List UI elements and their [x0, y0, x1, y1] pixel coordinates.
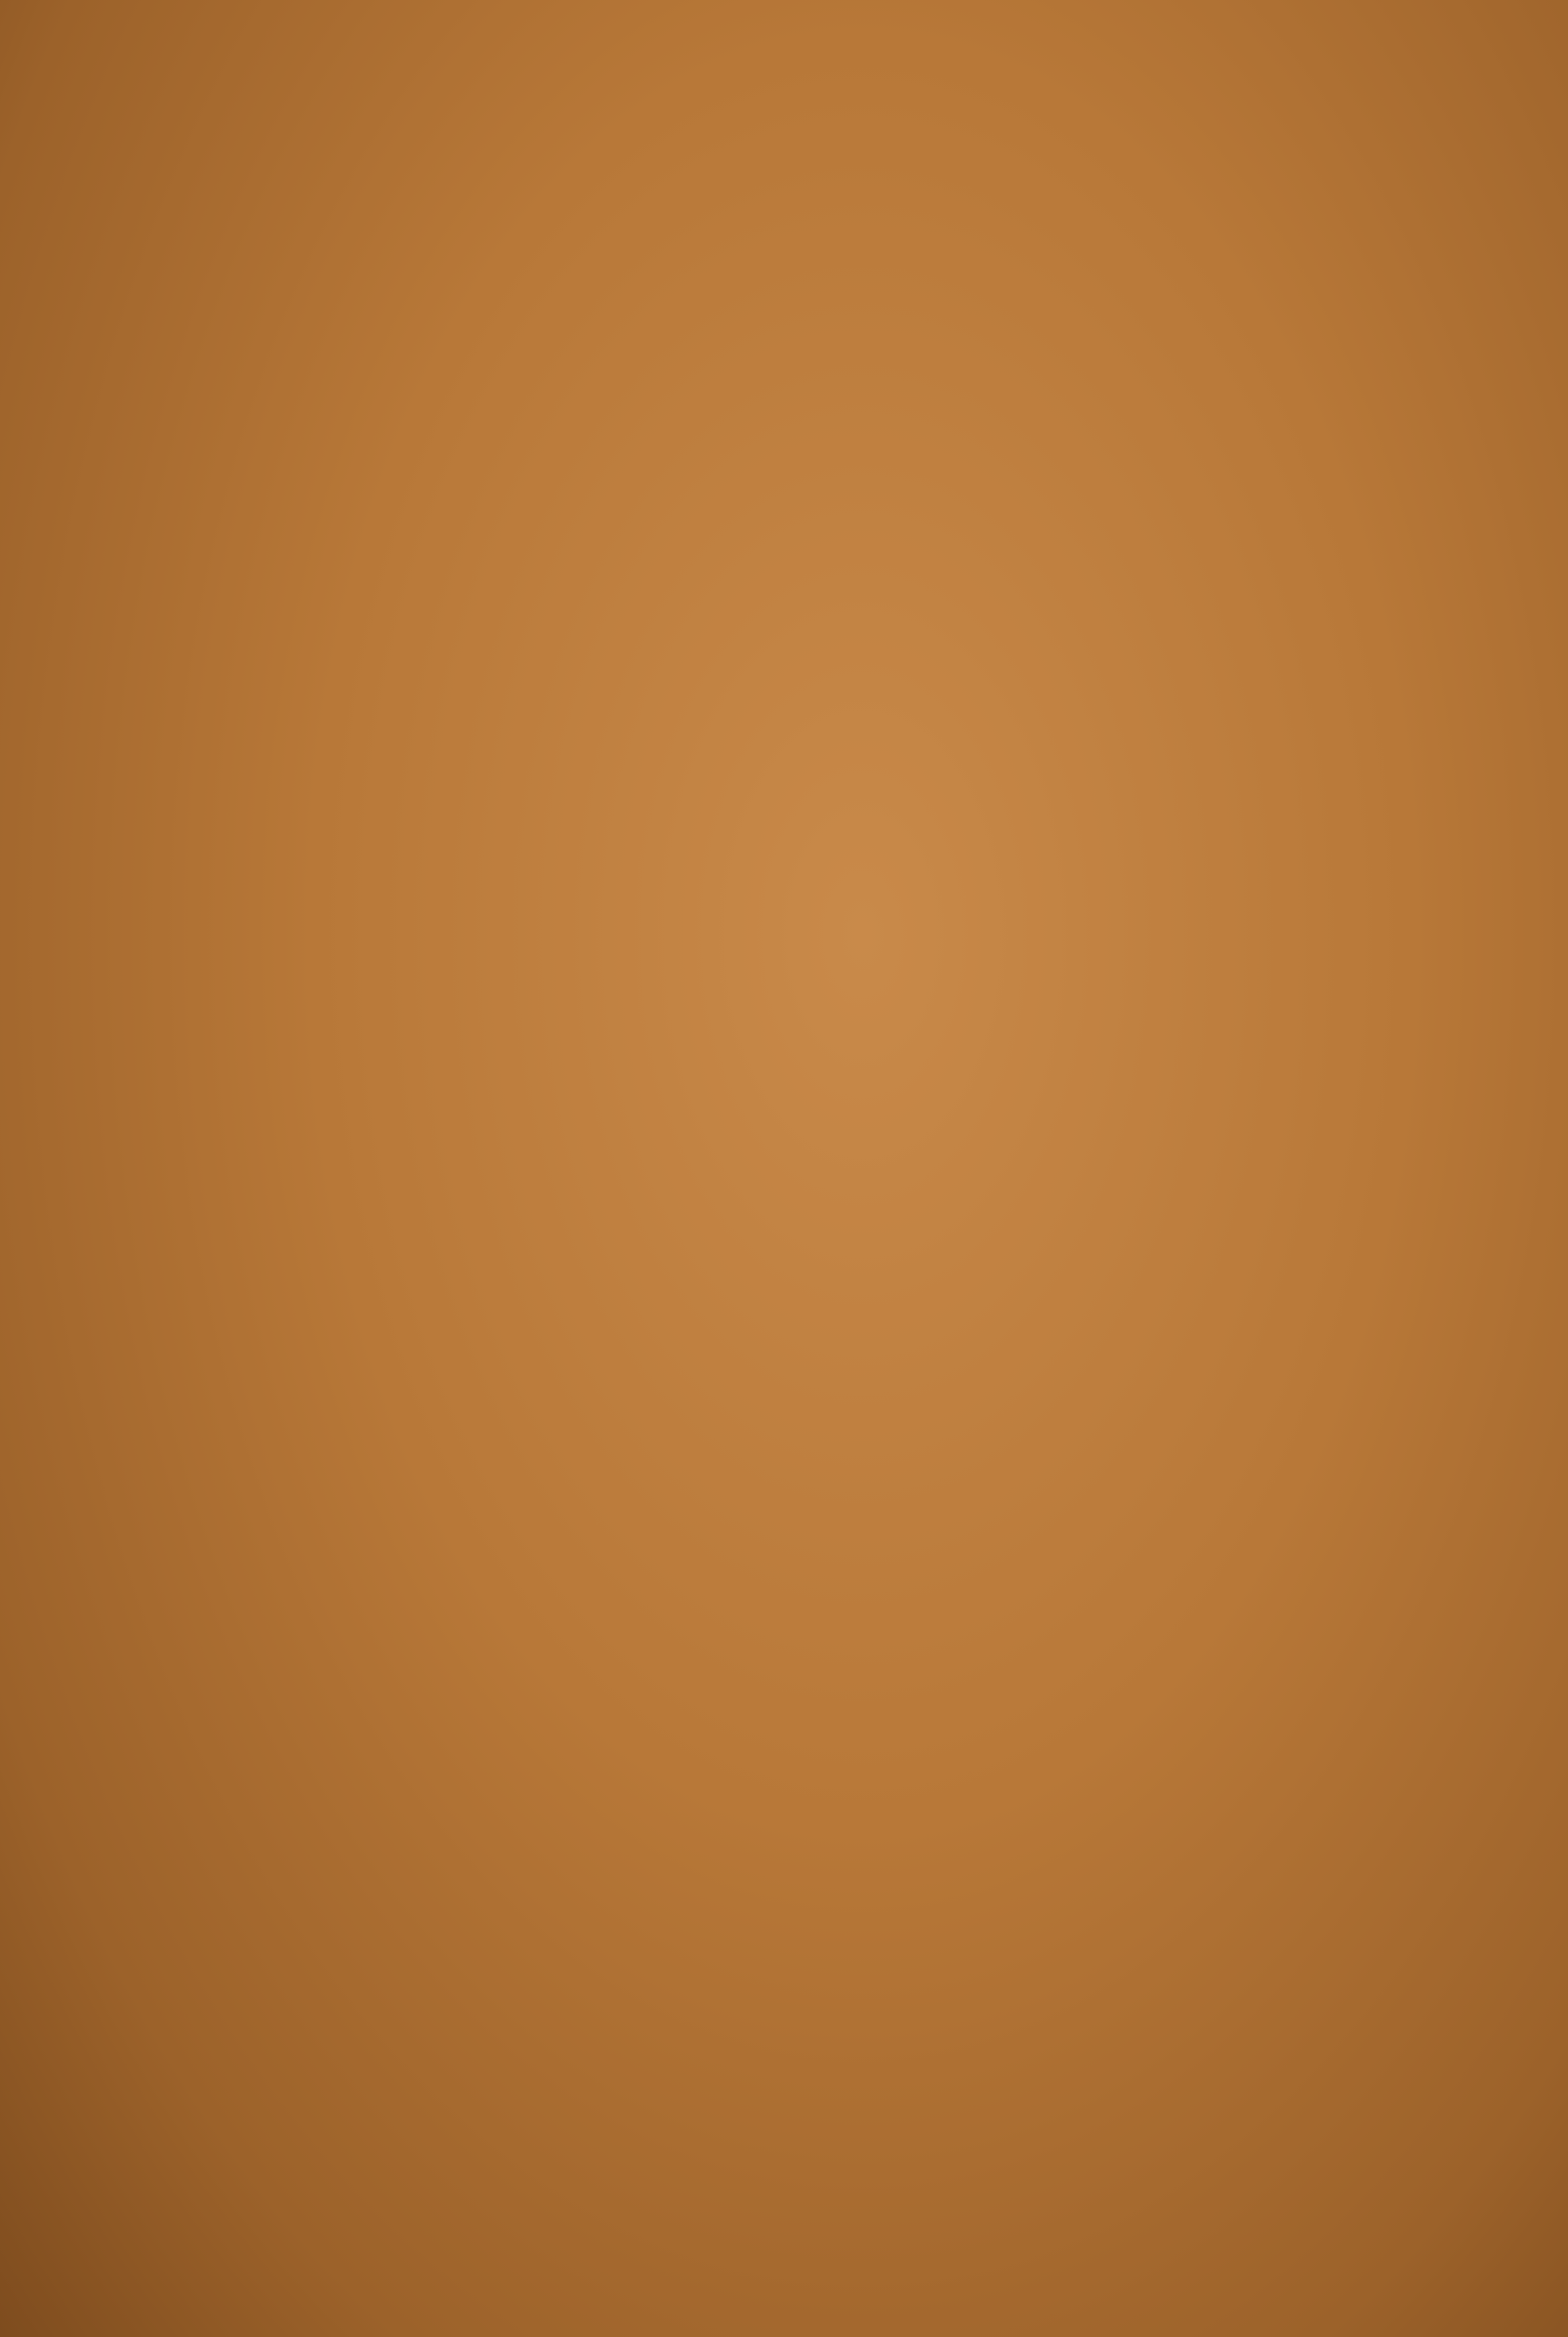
- running-head: [156, 176, 1269, 234]
- pag-column-label: [156, 240, 1269, 275]
- index-page: [156, 176, 1269, 338]
